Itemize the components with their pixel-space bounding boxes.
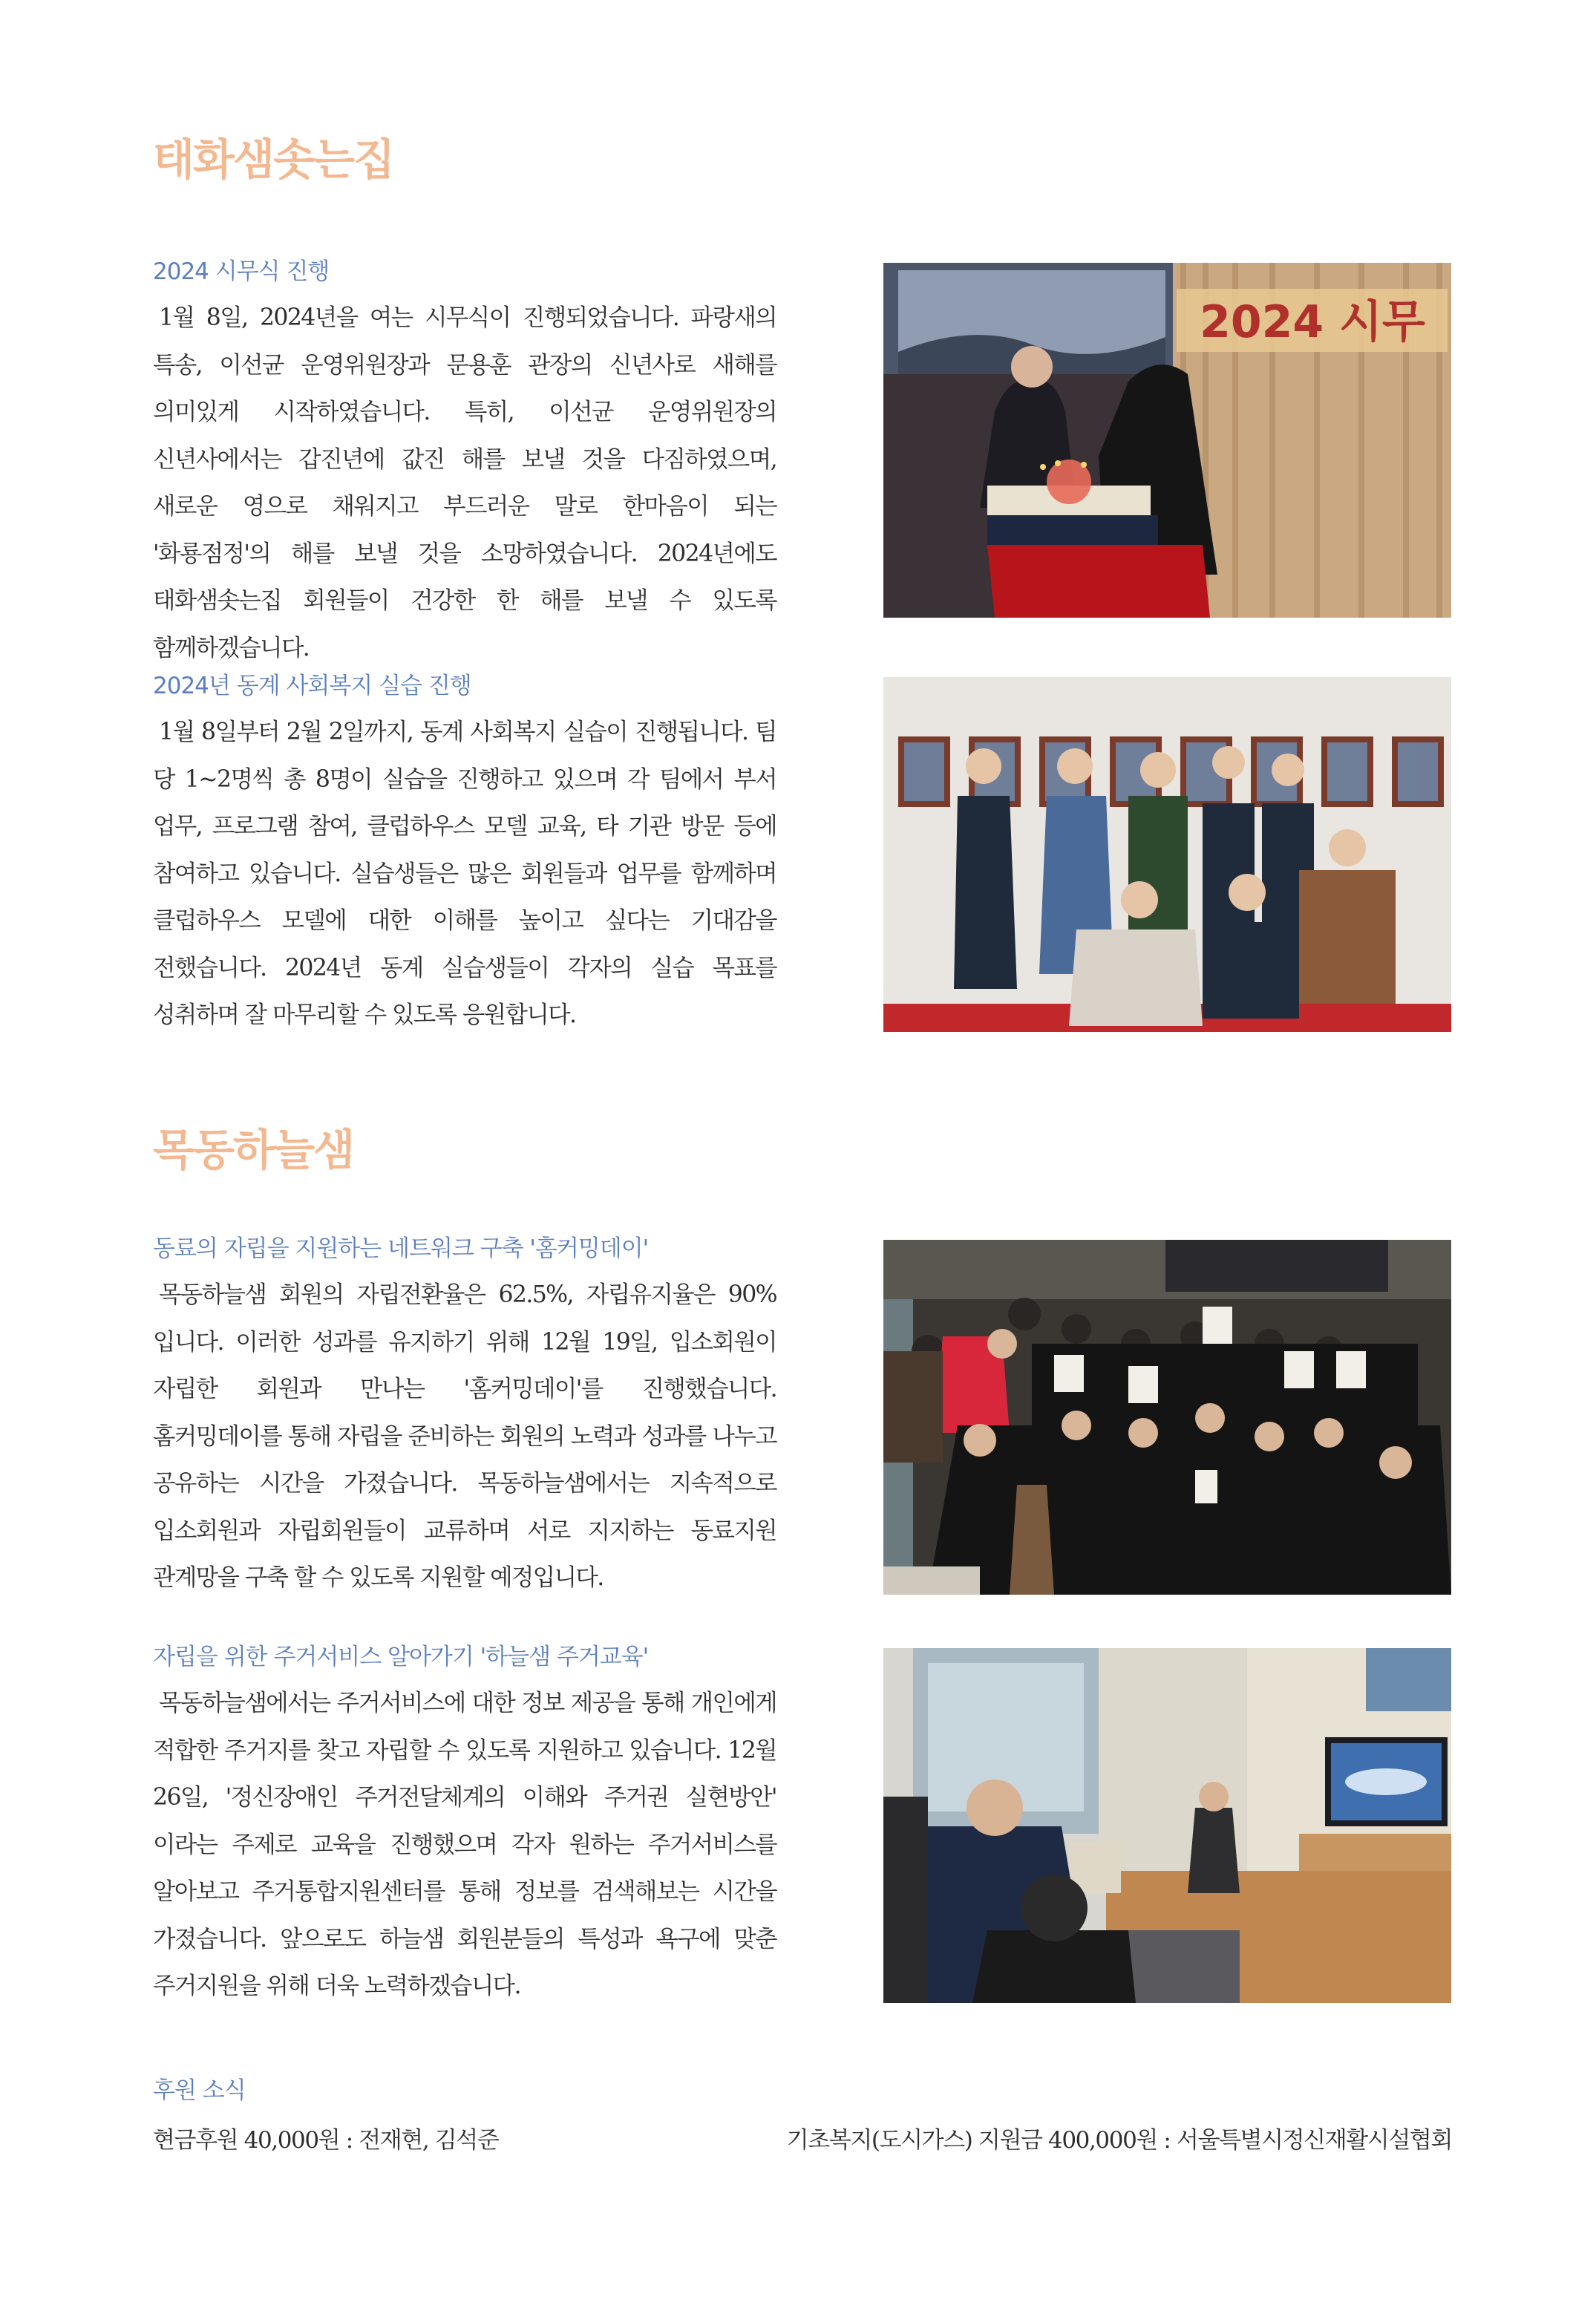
support-news — [153, 2071, 1452, 2154]
photo-new-year-ceremony — [883, 263, 1451, 618]
practicum-photo-image — [883, 677, 1451, 1032]
article-social-work-practicum — [153, 667, 776, 1039]
photo-practicum-students — [883, 677, 1451, 1032]
article-body: 1월 8일, 2024년을 여는 시무식이 진행되었습니다. 파랑새의 특송, 이선균 운영위원장과 문용훈 관장의 신년사로 새해를 의미있게 시작하였습니다. 특히, 이선균 운영위원장의 신년사에서는 갑진년에 값진 해를 보낼 것을 다짐하였으며, 새로운 영으로 채워지고 부드러운 말로 한마음이 되는 '화룡점정'의 해를 보낼 것을 소망하였습니다. 2024년에도 태화샘솟는집 회원들이 건강한 한 해를 보낼 수 있도록 함께하겠습니다. — [153, 304, 776, 661]
housing-photo-image — [883, 1648, 1451, 2003]
homecoming-photo-image — [883, 1240, 1451, 1595]
support-heading: 후원 소식 — [153, 2077, 246, 2104]
article-body: 1월 8일부터 2월 2일까지, 동계 사회복지 실습이 진행됩니다. 팀 당 1~2명씩 총 8명이 실습을 진행하고 있으며 각 팀에서 부서 업무, 프로그램 참여, 클럽하우스 모델 교육, 타 기관 방문 등에 참여하고 있습니다. 실습생들은 많은 회원들과 업무를 함께하며 클럽하우스 모델에 대한 이해를 높이고 싶다는 기대감을 전했습니다. 2024년 동계 실습생들이 각자의 실습 목표를 성취하며 잘 마무리할 수 있도록 응원합니다. — [153, 719, 776, 1028]
article-heading: 2024년 동계 사회복지 실습 진행 — [153, 673, 471, 699]
article-heading: 동료의 자립을 지원하는 네트워크 구축 '홈커밍데이' — [153, 1235, 649, 1262]
article-housing-education — [153, 1638, 776, 2010]
ceremony-sign-text: 2024 시무 — [1200, 296, 1425, 348]
article-heading: 자립을 위한 주거서비스 알아가기 '하늘샘 주거교육' — [153, 1644, 649, 1670]
section-title-taehwa: 태화샘솟는집 — [153, 134, 394, 185]
support-gas-grant: 기초복지(도시가스) 지원금 400,000원 : 서울특별시정신재활시설협회 — [786, 2127, 1452, 2154]
section-title-mokdong: 목동하늘샘 — [153, 1125, 354, 1175]
ceremony-photo-image — [883, 263, 1451, 618]
article-heading: 2024 시무식 진행 — [153, 258, 330, 285]
article-body: 목동하늘샘 회원의 자립전환율은 62.5%, 자립유지율은 90%입니다. 이러한 성과를 유지하기 위해 12월 19일, 입소회원이 자립한 회원과 만나는 '홈커밍데이'를 진행했습니다. 홈커밍데이를 통해 자립을 준비하는 회원의 노력과 성과를 나누고 공유하는 시간을 가졌습니다. 목동하늘샘에서는 지속적으로 입소회원과 자립회원들이 교류하며 서로 지지하는 동료지원 관계망을 구축 할 수 있도록 지원할 예정입니다. — [153, 1281, 776, 1591]
photo-housing-education — [883, 1648, 1451, 2003]
article-new-year-ceremony — [153, 252, 776, 672]
support-row — [153, 2121, 1452, 2154]
article-body: 목동하늘샘에서는 주거서비스에 대한 정보 제공을 통해 개인에게 적합한 주거지를 찾고 자립할 수 있도록 지원하고 있습니다. 12월 26일, '정신장애인 주거전달체계의 이해와 주거권 실현방안' 이라는 주제로 교육을 진행했으며 각자 원하는 주거서비스를 알아보고 주거통합지원센터를 통해 정보를 검색해보는 시간을 가졌습니다. 앞으로도 하늘샘 회원분들의 특성과 욕구에 맞춘 주거지원을 위해 더욱 노력하겠습니다. — [153, 1690, 776, 1999]
article-homecoming-day — [153, 1229, 776, 1602]
photo-homecoming-day — [883, 1240, 1451, 1595]
support-cash-donation: 현금후원 40,000원 : 전재현, 김석준 — [153, 2127, 499, 2154]
